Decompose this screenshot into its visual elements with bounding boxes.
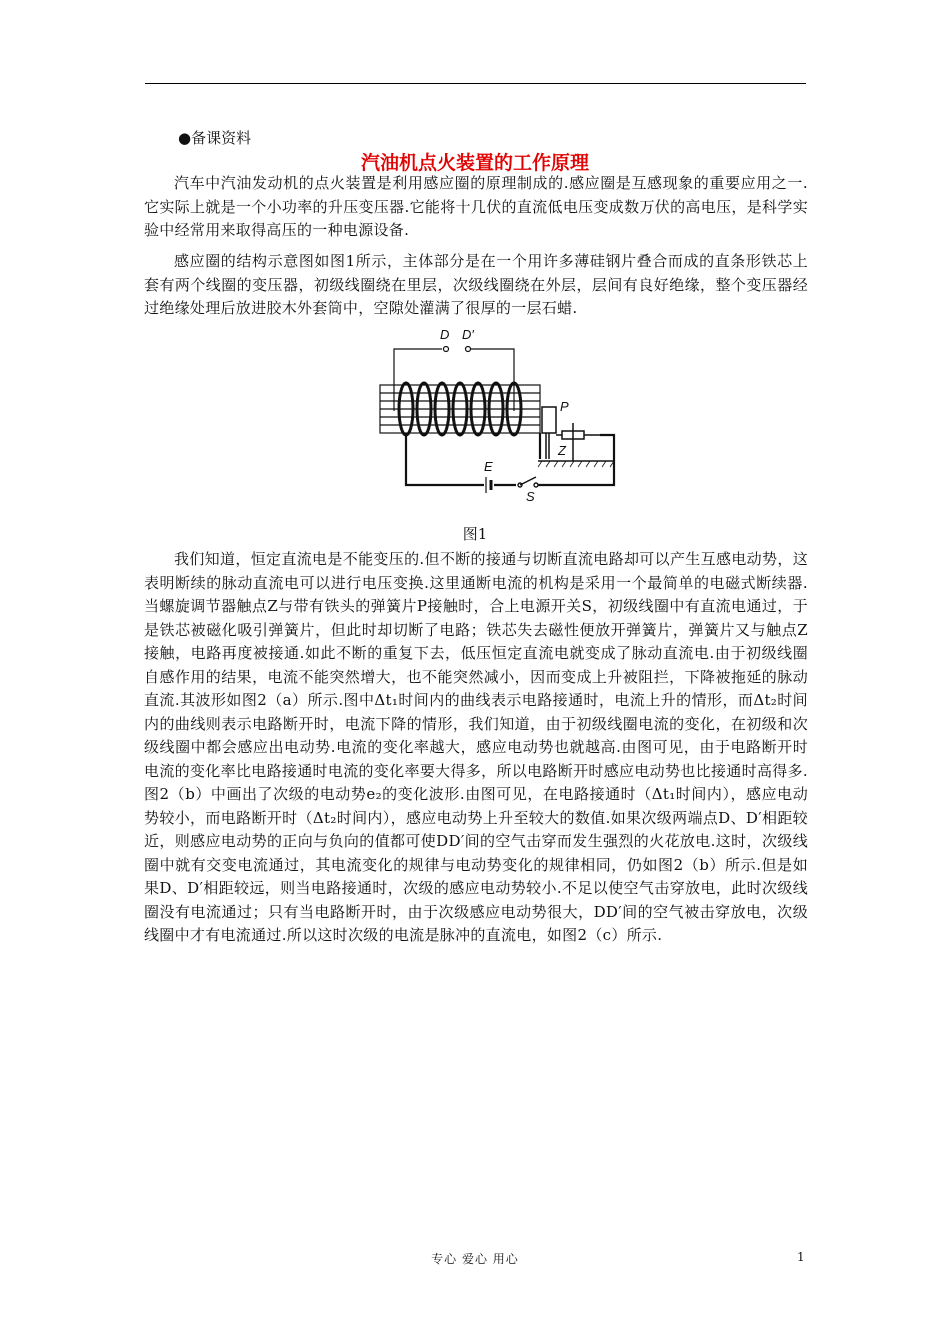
figure-caption: 图1	[462, 525, 488, 543]
paragraph: 汽车中汽油发动机的点火装置是利用感应圈的原理制成的.感应圈是互感现象的重要应用之一.它实际上就是一个小功率的升压变压器.它能将十几伏的直流低电压变成数万伏的高电压，是科学实验中经常用来取得高压的一种电源设备.	[144, 174, 808, 239]
section-label: ●备课资料	[178, 129, 252, 147]
paragraph: 感应圈的结构示意图如图1所示，主体部分是在一个用许多薄硅钢片叠合而成的直条形铁芯上套有两个线圈的变压器，初级线圈绕在里层，次级线圈绕在外层，层间有良好绝缘，整个变压器经过绝缘处理后放进胶木外套筒中，空隙处灌满了很厚的一层石蜡.	[144, 252, 808, 317]
induction-coil-diagram	[378, 327, 628, 502]
label-d-prime: D′	[462, 327, 474, 342]
label-z: Z	[558, 443, 566, 458]
document-title: 汽油机点火装置的工作原理	[360, 152, 589, 174]
terminal-d-prime	[466, 347, 471, 352]
paragraph: 我们知道，恒定直流电是不能变压的.但不断的接通与切断直流电路却可以产生互感电动势，这表明断续的脉动直流电可以进行电压变换.这里通断电流的机构是采用一个最简单的电磁式断续器.当螺旋调节器触点Z与带有铁头的弹簧片P接触时，合上电源开关S，初级线圈中有直流电通过，于是铁芯被磁化吸引弹簧片，但此时却切断了电路；铁芯失去磁性便放开弹簧片，弹簧片又与触点Z接触，电路再度被接通.如此不断的重复下去，低压恒定直流电就变成了脉动直流电.由于初级线圈自感作用的结果，电流不能突然增大，也不能突然减小，因而变成上升被阻拦，下降被拖延的脉动直流.其波形如图2（a）所示.图中Δt₁时间内的曲线表示电路接通时，电流上升的情形，而Δt₂时间内的曲线则表示电路断开时，电流下降的情形，我们知道，由于初级线圈电流的变化，在初级和次级线圈中都会感应出电动势.电流的变化率越大，感应电动势也就越高.由图可见，由于电路断开时电流的变化率比电路接通时电流的变化率要大得多，所以电路断开时感应电动势也比接通时高得多.图2（b）中画出了次级的电动势e₂的变化波形.由图可见，在电路接通时（Δt₁时间内），感应电动势较小，而电路断开时（Δt₂时间内），感应电动势上升至较大的数值.如果次级两端点D、D′相距较近，则感应电动势的正向与负向的值都可使DD′间的空气击穿而发生强烈的火花放电.这时，次级线圈中就有交变电流通过，其电流变化的规律与电动势变化的规律相同，仍如图2（b）所示.但是如果D、D′相距较远，则当电路接通时，次级的感应电动势较小.不足以使空气击穿放电，此时次级线圈没有电流通过；只有当电路断开时，由于次级感应电动势很大，DD′间的空气被击穿放电，次级线圈中才有电流通过.所以这时次级的电流是脉冲的直流电，如图2（c）所示.	[144, 550, 808, 944]
label-p: P	[560, 399, 569, 414]
primary-circuit-wire	[406, 435, 484, 485]
footer-motto: 专心 爱心 用心	[431, 1252, 519, 1266]
label-d: D	[440, 327, 450, 342]
label-e: E	[484, 459, 493, 474]
spring-armature-p	[542, 407, 556, 433]
terminal-d	[444, 347, 449, 352]
page-number: 1	[797, 1250, 805, 1264]
label-s: S	[526, 489, 535, 502]
header-rule	[145, 83, 806, 84]
